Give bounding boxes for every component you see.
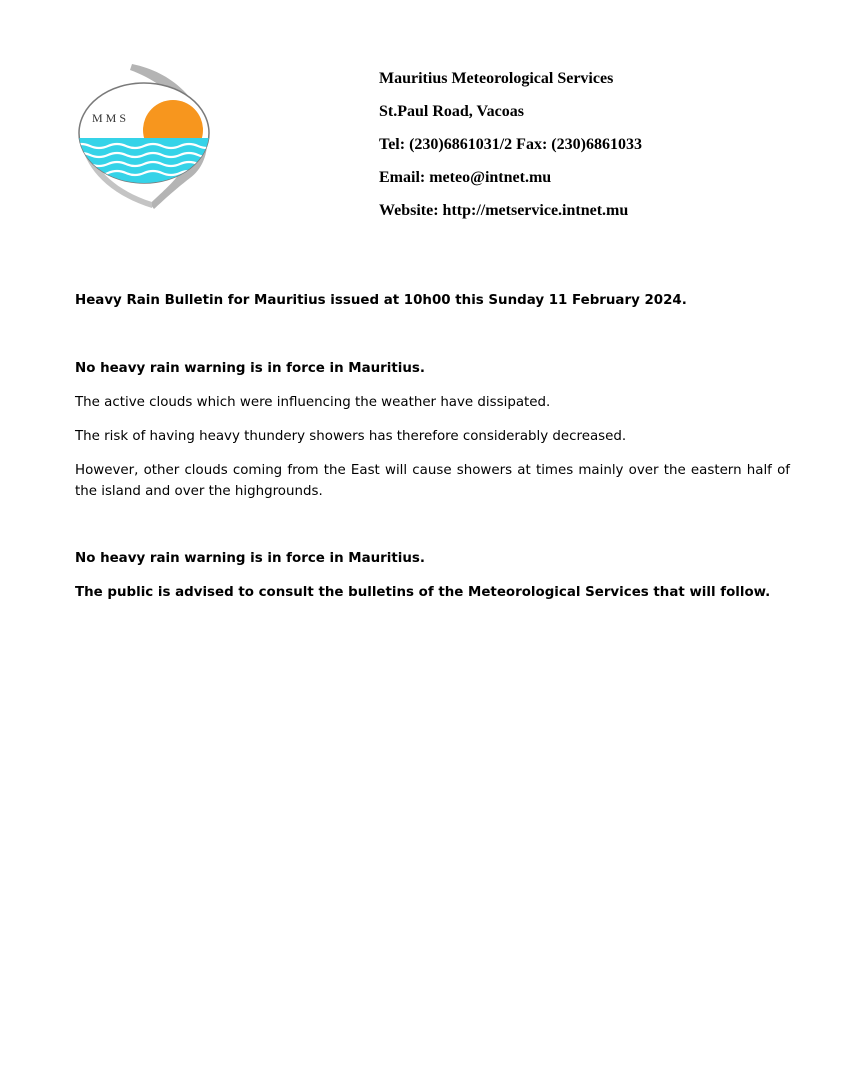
public-advisory: The public is advised to consult the bulletins of the Meteorological Services that will follow. [75, 585, 771, 600]
letterhead [379, 62, 819, 227]
organization-name: Mauritius Meteorological Services [379, 70, 614, 87]
warning-status: No heavy rain warning is in force in Mauritius. [75, 361, 425, 376]
website: Website: http://metservice.intnet.mu [379, 202, 629, 219]
email: Email: meteo@intnet.mu [379, 169, 552, 186]
paragraph-showers-east: However, other clouds coming from the East will cause showers at times mainly over the eastern half of the island and over the highgrounds. [75, 463, 790, 499]
paragraph-risk-decreased: The risk of having heavy thundery showers has therefore considerably decreased. [75, 429, 627, 444]
paragraph-clouds-dissipated: The active clouds which were influencing the weather have dissipated. [75, 395, 551, 410]
phone-fax: Tel: (230)6861031/2 Fax: (230)6861033 [379, 136, 642, 153]
warning-status-repeat: No heavy rain warning is in force in Mauritius. [75, 551, 425, 566]
logo-text: MMS [92, 111, 130, 125]
address: St.Paul Road, Vacoas [379, 103, 524, 120]
mms-logo-graphic [72, 60, 217, 212]
mms-logo [72, 60, 217, 212]
bulletin-body [75, 290, 790, 603]
bulletin-title: Heavy Rain Bulletin for Mauritius issued at 10h00 this Sunday 11 February 2024. [75, 293, 687, 308]
